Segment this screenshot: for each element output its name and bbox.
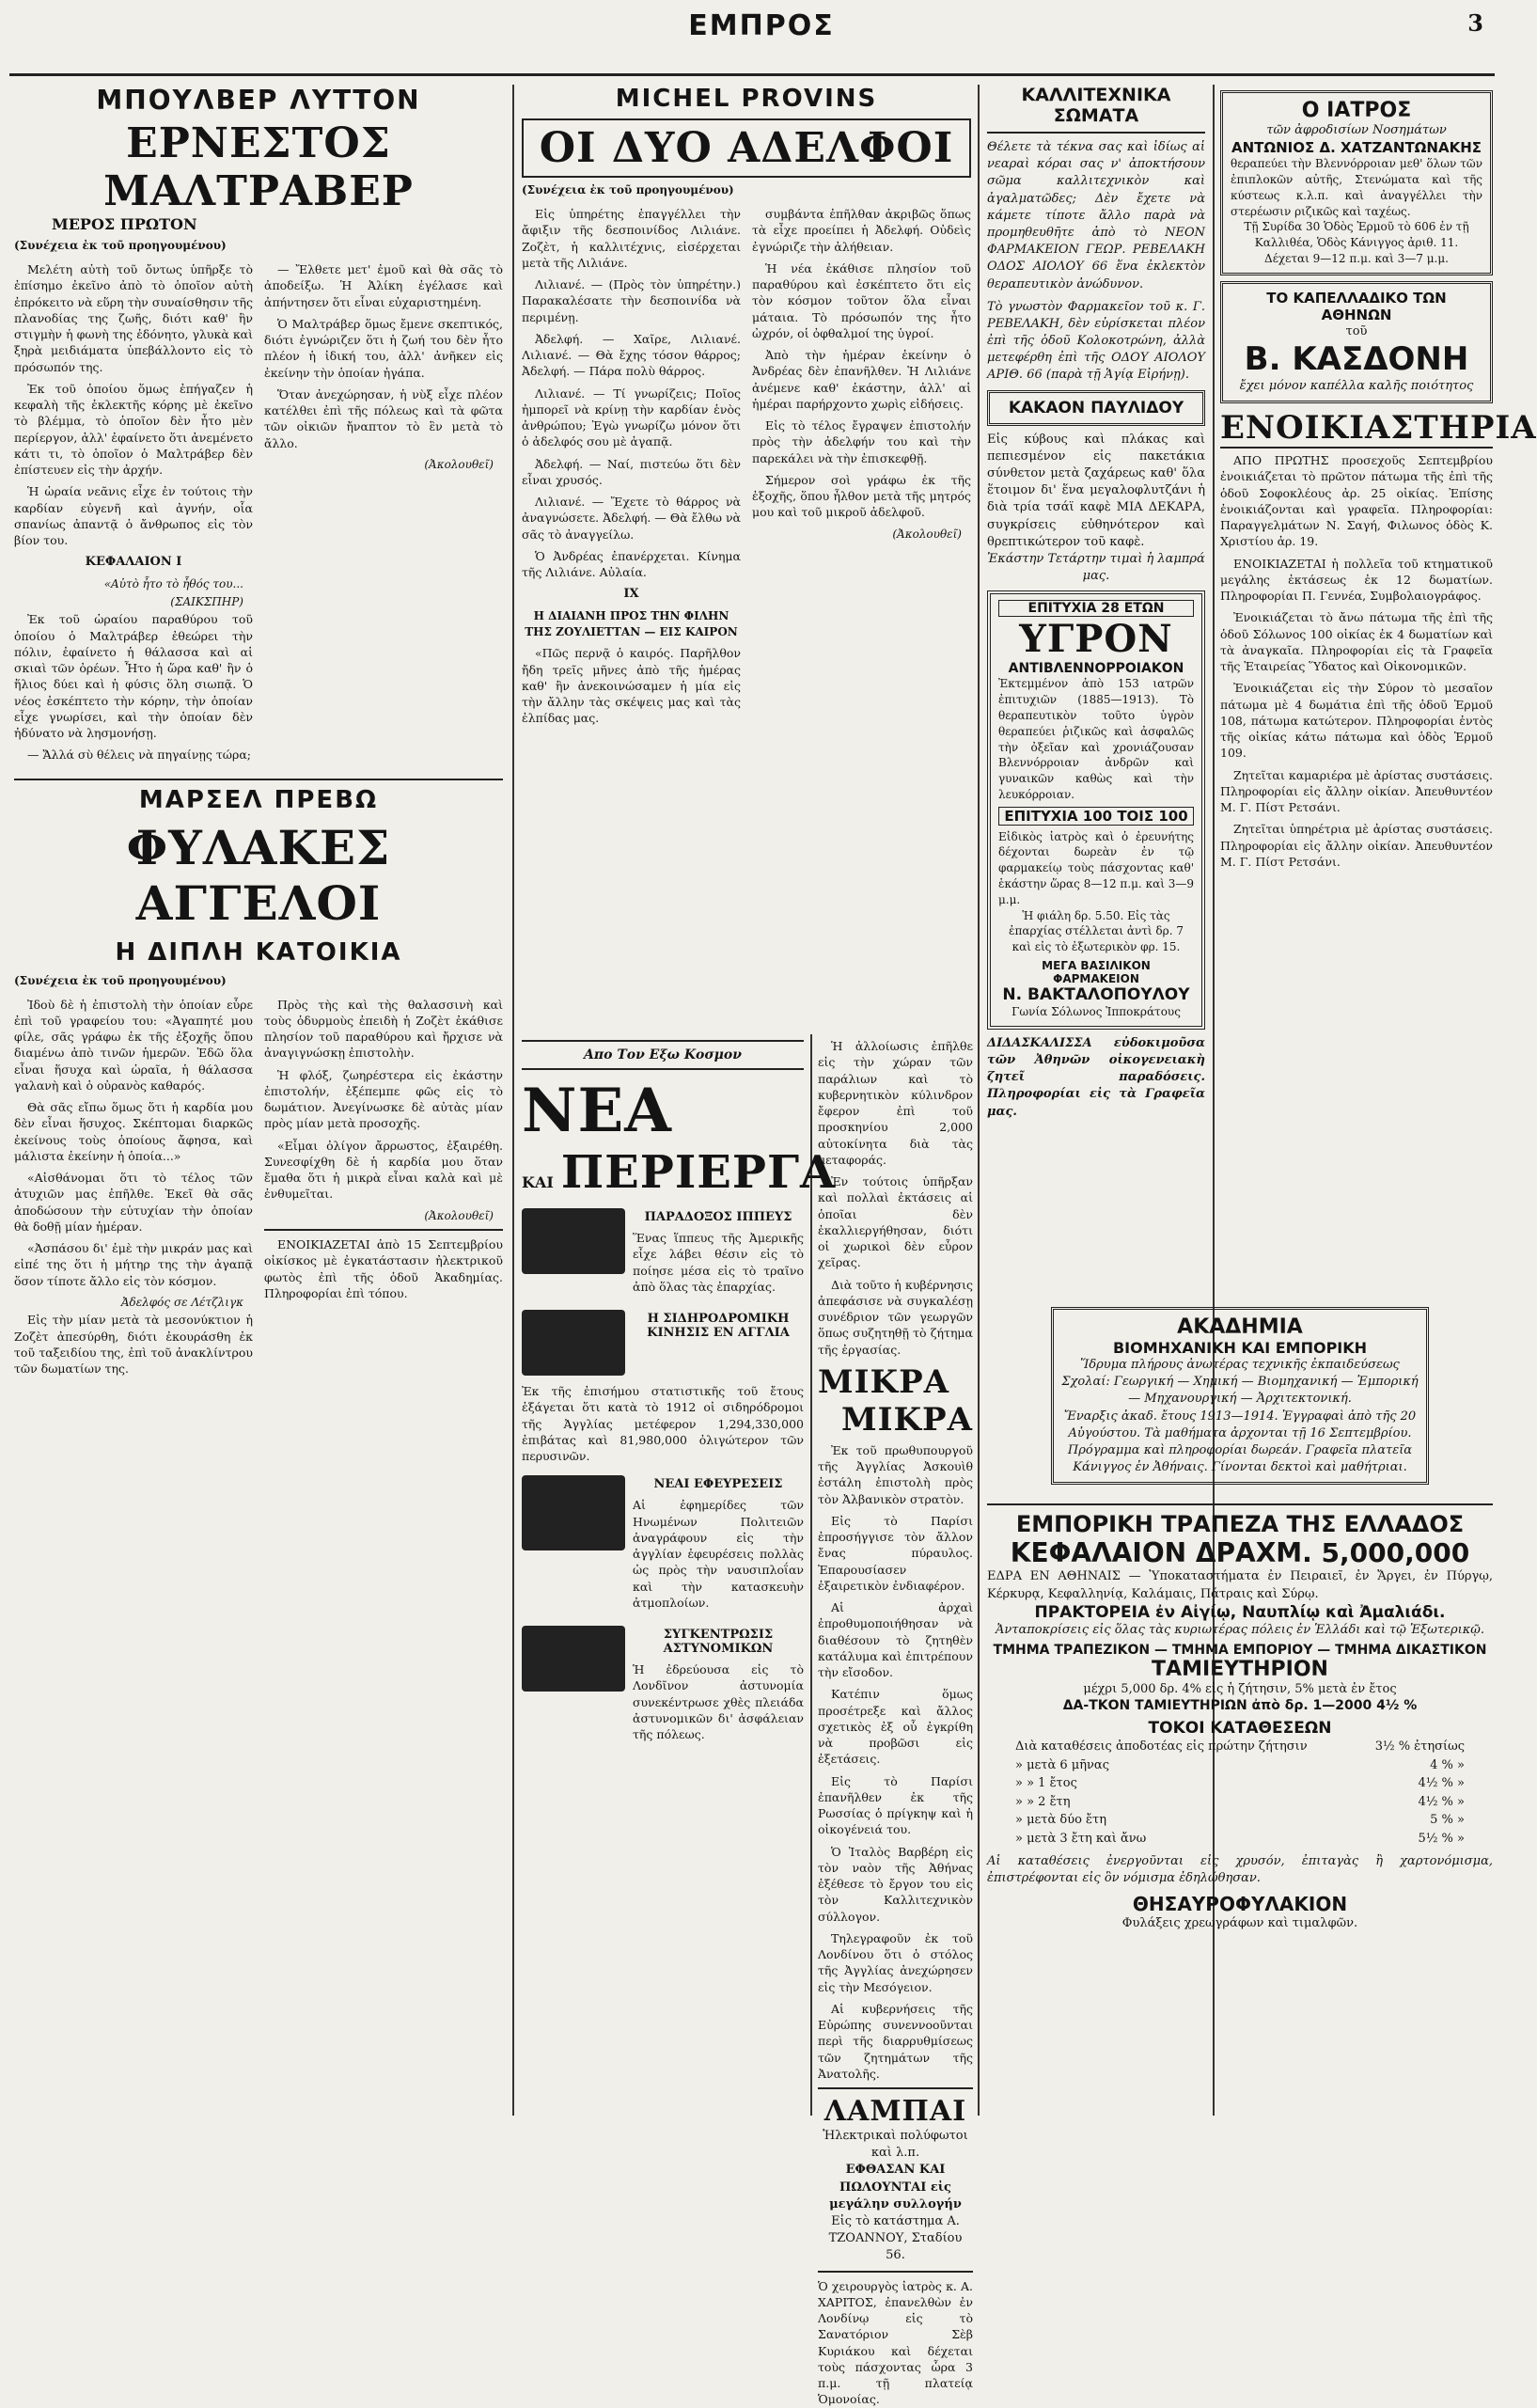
bank-rate-label: » μετὰ δύο ἔτη — [1015, 1813, 1107, 1828]
serial-column — [14, 85, 503, 2125]
bank-rate-row — [1015, 1738, 1465, 1756]
bank-rate-row — [1015, 1811, 1465, 1830]
paragraph: Ἐκ τοῦ ὡραίου παραθύρου τοῦ ὁποίου ὁ Μαλτράβερ ἐθεώρει τὴν πόλιν, ἐφαίνετο ἡ θάλασσα καὶ αἱ σκιαὶ τῶν ὀρέων. Ἦτο ἡ ὥρα καθ' ἣν ὁ ἥλιος δύει καὶ ἡ φύσις ὅλη σιωπᾷ. Ὁ νέος ἐσκέπτετο τὴν κόρην, τὴν ὁποίαν εἶχε γνωρίσει, καὶ τὴν ὁποίαν δὲν ἠδύνατο νὰ λησμονήσῃ. — [14, 612, 253, 741]
rental-ad: Ζητεῖται καμαριέρα μὲ ἀρίστας συστάσεις. Πληροφορίαι εἰς ἄλλην οἰκίαν. Ἀπευθυντέον Μ. Γ. Πίστ Ρετσάνι. — [1220, 767, 1493, 815]
news-title: ΝΕΑ — [522, 1076, 672, 1146]
news-item: Κατέπιν ὅμως προσέτρεξε καὶ ἄλλος σχετικὸς ἐξ οὗ ἐγκρίθη νὰ προβῶσι εἰς ἐξετάσεις. — [818, 1687, 973, 1767]
paragraph: Εἰς τὸ τέλος ἔγραψεν ἐπιστολήν πρὸς τὴν ἀδελφήν του καὶ τὴν παρεκάλει νὰ τὴν ἐπισκεφθῇ. — [752, 418, 971, 465]
academy-text: Ἔναρξις ἀκαδ. ἔτους 1913—1914. Ἐγγραφαὶ ἀπὸ τῆς 20 Αὐγούστου. Τὰ μαθήματα ἀρχονται τῇ 16 Σεπτεμβρίου. — [1063, 1409, 1417, 1440]
serial2-continuation: (Συνέχεια ἐκ τοῦ προηγουμένου) — [14, 973, 227, 987]
ad-text: Θέλετε τὰ τέκνα σας καὶ ἰδίως αἱ νεαραὶ κόραι σας ν' ἀποκτήσουν σῶμα καλλιτεχνικὸν καὶ ἀγαλματῶδες; Δὲν ἔχετε νὰ κάμετε τίποτε ἄλλο παρὰ νὰ προμηθευθῆτε ἀπὸ τὸ ΝΕΟΝ ΦΑΡΜΑΚΕΙΟΝ ΓΕΩΡ. ΡΕΒΕΛΑΚΗ ΟΔΟΣ ΑΙΟΛΟΥ 66 ἕνα ἐκλεκτὸν θεραπευτικὸν ἀνώδυνον. — [987, 140, 1205, 291]
divider — [987, 132, 1205, 134]
paragraph: Ὁ Ἀνδρέας ἐπανέρχεται. Κίνημα τῆς Λιλιάνε. Αὐλαία. — [522, 548, 741, 579]
paragraph: Λιλιανέ. — Τί γνωρίζεις; Ποῖος ἠμπορεῖ νὰ κρίνῃ τὴν καρδίαν ἑνὸς ἀνθρώπου; Ἐγὼ γνωρίζω μόνον ὅτι ὁ ἀδελφός σου μὲ ἀγαπᾷ. — [522, 386, 741, 449]
bank-accounts: ΔΑ-ΤΚΟΝ ΤΑΜΙΕΥΤΗΡΙΩΝ ἀπὸ δρ. 1—2000 4½ % — [1062, 1698, 1418, 1714]
bank-rate-label: » μετὰ 3 ἔτη καὶ ἄνω — [1015, 1831, 1147, 1846]
bank-rate-value: 4½ % » — [1418, 1794, 1465, 1809]
ad-text: Τὸ γνωστὸν Φαρμακεῖον τοῦ κ. Γ. ΡΕΒΕΛΑΚΗ, δὲν εὑρίσκεται πλέον ἐπὶ τῆς ὁδοῦ Κολοκοτρώνη, ἀλλὰ μετεφέρθη ἐπὶ τῆς ΟΔΟΥ ΑΙΟΛΟΥ ΑΡΙΘ. 66 (παρὰ τῇ Ἁγίᾳ Εἰρήνῃ). — [987, 299, 1205, 383]
news-item: Τηλεγραφοῦν ἐκ τοῦ Λονδίνου ὅτι ὁ στόλος τῆς Ἀγγλίας ἀνεχώρησεν εἰς τὴν Μεσόγειον. — [818, 1930, 973, 1994]
doctor-ad-text: θεραπεύει τὴν Βλεννόρροιαν μεθ' ὅλων τῶν ἐπιπλοκῶν αὐτῆς, Στενώματα καὶ τῆς κύστεως κ.λ.π. καὶ ἀναγγέλλει τὴν στερέωσιν ριζικῶς καὶ ταχέως. — [1231, 157, 1482, 218]
bank-rate-value: 5 % » — [1430, 1813, 1465, 1828]
ad-footer: ΜΕΓΑ ΒΑΣΙΛΙΚΟΝ ΦΑΡΜΑΚΕΙΟΝ — [1042, 959, 1151, 986]
paragraph: Σήμερον σοὶ γράφω ἐκ τῆς ἐξοχῆς, ὅπου ἦλθον μετὰ τῆς μητρός μου καὶ τοῦ μικροῦ ἀδελφοῦ. — [752, 472, 971, 520]
paragraph: — Ἔλθετε μετ' ἐμοῦ καὶ θὰ σᾶς τὸ ἀποδείξω. Ἡ Ἀλίκη ἐγέλασε καὶ ἀπήντησεν ὅτι εἶναι εὐχαριστημένη. — [264, 262, 503, 309]
bank-rate-row — [1015, 1830, 1465, 1849]
serial2-subtitle: Η ΔΙΠΛΗ ΚΑΤΟΙΚΙΑ — [115, 937, 402, 967]
paragraph: Ἀδελφή. — Ναί, πιστεύω ὅτι δὲν εἶναι χρυσός. — [522, 456, 741, 487]
play-column — [522, 85, 971, 1025]
rental-ad: ΕΝΟΙΚΙΑΖΕΤΑΙ ἡ πολλεῖα τοῦ κτηματικοῦ μεγάλης ἐκτάσεως ἐκ 12 δωματίων. Πληροφορίαι Π. Γεννέα, Συμβολαιογράφος. — [1220, 556, 1493, 604]
paragraph: Εἰς ὑπηρέτης ἐπαγγέλλει τὴν ἄφιξιν τῆς δεσποινίδος Λιλιάνε. Ζοζὲτ, ἡ καλλιτέχνις, εἰσέρχεται μετὰ τῆς Λιλιάνε. — [522, 207, 741, 270]
ad-address: Γωνία Σόλωνος Ἱπποκράτους — [1012, 1005, 1181, 1019]
bank-seat: ΕΔΡΑ ΕΝ ΑΘΗΝΑΙΣ — Ὑποκαταστήματα ἐν Πειραιεῖ, ἐν Ἄργει, ἐν Πύργῳ, Κέρκυρᾳ, Κεφαλληνίᾳ, Καλάμαις, Πάτραις καὶ Σύρῳ. — [987, 1569, 1493, 1601]
paragraph: Ἡ ἀλλοίωσις ἐπῆλθε εἰς τὴν χώραν τῶν παράλιων καὶ τὸ κυβερνητικὸν κύλινδρον ἔφερον ἐπὶ τοῦ προσκηνίου 2,000 αὐτοκίνητα διὰ τὰς μεταφοράς. — [818, 1039, 973, 1167]
ad-text: Εἰς κύβους καὶ πλάκας καὶ πεπιεσμένον εἰς πακετάκια σύνθετον μετὰ ζαχάρεως καθ' ὅλα ἕτοιμον δι' ἕνα μεγαλοφλυτζάνι ἡ διὰ τρία τσάϊ καφὲ ΜΙΑ ΔΕΚΑΡΑ, συγκρίσεις εὐθηνότερον καὶ θρεπτικώτερον τοῦ καφὲ. — [987, 432, 1205, 549]
ad-title: ΚΑΛΛΙΤΕΧΝΙΚΑ ΣΩΜΑΤΑ — [1021, 85, 1171, 126]
news-text: Ἡ ἐδρεύουσα εἰς τὸ Λονδῖνον ἀστυνομία συνεκέντρωσε χθὲς πλειάδα ἀστυνομικῶν δι' ἀσφάλειαν τῆς πόλεως. — [633, 1662, 804, 1741]
ad-price: Ἡ φιάλη δρ. 5.50. Εἰς τὰς ἐπαρχίας στέλλεται ἀντὶ δρ. 7 καὶ εἰς τὸ ἐξωτερικὸν φρ. 15. — [1009, 908, 1184, 954]
news-item: Ἐκ τοῦ πρωθυπουργοῦ τῆς Ἀγγλίας Ἀσκουὶθ ἐστάλη ἐπιστολὴ πρὸς τὸν Ἀλβανικὸν στρατὸν. — [818, 1442, 973, 1506]
lamps-ad-text: ΕΦΘΑΣΑΝ ΚΑΙ ΠΩΛΟΥΝΤΑΙ εἰς μεγάλην συλλογήν — [829, 2163, 962, 2211]
ad-banner: ΕΠΙΤΥΧΙΑ 28 ΕΤΩΝ — [998, 600, 1194, 617]
paragraph: Ὅταν ἀνεχώρησαν, ἡ νὺξ εἶχε πλέον κατέλθει ἐπὶ τῆς πόλεως καὶ τὰ φῶτα τῶν οἰκιῶν ἤναπτον τὸ ἓν μετὰ τὸ ἄλλο. — [264, 386, 503, 450]
animal-illustration — [522, 1310, 625, 1376]
academy-text: Ἵδρυμα πλήρους ἀνωτέρας τεχνικῆς ἐκπαιδεύσεως — [1080, 1358, 1400, 1372]
news-title-conjunction: ΚΑΙ — [522, 1173, 554, 1191]
paragraph: Λιλιανέ. — (Πρὸς τὸν ὑπηρέτην.) Παρακαλέσατε τὴν δεσποινίδα νὰ περιμένῃ. — [522, 277, 741, 324]
bank-savings-note: μέχρι 5,000 δρ. 4% εἰς ἡ ζήτησιν, 5% μετὰ ἐν ἔτος — [1083, 1681, 1397, 1696]
to-be-continued: (Ἀκολουθεῖ) — [892, 527, 962, 541]
paragraph: Ἡ φλόξ, ζωηρέστερα εἰς ἐκάστην ἐπιστολήν, ἐξέπεμπε φῶς εἰς τὸ δωμάτιον. Ἀνεγίνωσκε δὲ αὐτὰς μίαν πρὸς μίαν μετὰ προσοχῆς. — [264, 1067, 503, 1131]
bank-correspondents: Ἀνταποκρίσεις εἰς ὅλας τὰς κυριωτέρας πόλεις ἐν Ἑλλάδι καὶ τῷ Ἐξωτερικῷ. — [996, 1622, 1484, 1637]
to-be-continued: (Ἀκολουθεῖ) — [424, 457, 494, 471]
play-text-right — [752, 206, 971, 732]
bank-capital: ΚΕΦΑΛΑΙΟΝ ΔΡΑΧΜ. 5,000,000 — [1010, 1537, 1470, 1569]
news-item: Εἰς τὸ Παρίσι ἐπανῆλθεν ἐκ τῆς Ρωσσίας ὁ πρίγκηψ καὶ ἡ οἰκογένειά του. — [818, 1773, 973, 1837]
lamps-ad-address: Εἰς τὸ κατάστημα Α. ΤΖΟΑΝΝΟΥ, Σταδίου 56. — [828, 2213, 963, 2263]
news-text: Ἕνας ἵππευς τῆς Ἀμερικῆς εἶχε λάβει θέσιν εἰς τὸ ποίησε μέσα εἰς τὸ τραῖνο ἀπὸ ὅλας τὰς ἐπαρχίας. — [633, 1231, 804, 1294]
serial-title: ΕΡΝΕΣΤΟΣ ΜΑΛΤΡΑΒΕΡ — [103, 119, 414, 215]
news-text: Ἐκ τῆς ἐπισήμου στατιστικῆς τοῦ ἔτους ἐξάγεται ὅτι κατὰ τὸ 1912 οἱ σιδηρόδρομοι τῆς Ἀγγλίας μετέφερον 1,294,330,000 ἐπιβάτας καὶ 81,980,000 ὀλιγώτερον τῶν περυσινῶν. — [522, 1384, 804, 1463]
paragraph: Ἐκ τοῦ ὁποίου ὅμως ἐπήγαζεν ἡ κεφαλὴ τῆς ἐκλεκτῆς κόρης μὲ ἐκεῖνο τὸ βλέμμα, τὸ ὁποῖον δὲν ἦτο μὲν περίεργον, ἀλλ' ἐφαίνετο ὅτι ἀνεμένετο κάτι τι, τὸ ὁποῖον ὁ Μαλτράβερ δὲν ἐπίστευεν εἰς τὴν ἀρχήν. — [14, 381, 253, 477]
serial-author: ΜΠΟΥΛΒΕΡ ΛΥΤΤΟΝ — [96, 85, 421, 116]
bank-title: ΕΜΠΟΡΙΚΗ ΤΡΑΠΕΖΑ ΤΗΣ ΕΛΛΑΔΟΣ — [1015, 1511, 1465, 1538]
hatshop-ad-text: ἔχει μόνον καπέλλα καλῆς ποιότητος — [1239, 378, 1474, 393]
mikra-items — [818, 1442, 973, 2082]
bank-rate-value: 3½ % ἐτησίως — [1374, 1739, 1465, 1755]
divider — [264, 1229, 503, 1231]
section-divider — [522, 1068, 804, 1070]
doctor-notice: Ὁ χειρουργὸς ἰατρὸς κ. Α. ΧΑΡΙΤΟΣ, ἐπανελθὼν ἐν Λονδίνῳ εἰς τὸ Σανατόριον Σὲβ Κυριάκου καὶ δέχεται τοὺς πάσχοντας ὧρα 3 π.μ. τῇ πλατείᾳ Ὁμονοίας. — [818, 2278, 973, 2407]
bank-savings: ΤΑΜΙΕΥΤΗΡΙΟΝ — [1152, 1657, 1328, 1681]
rental-ad: Ἐνοικιάζεται τὸ ἄνω πάτωμα τῆς ἐπὶ τῆς ὁδοῦ Σόλωνος 100 οἰκίας ἐκ 4 δωματίων καὶ τὰ ἀναγκαῖα. Πληροφορίαι εἰς τὰ Γραφεῖα τῆς Ἑταιρείας Ὕδατος καὶ Οἰκονομικῶν. — [1220, 610, 1493, 674]
classifieds-column — [1220, 85, 1537, 1025]
play-continuation: (Συνέχεια ἐκ τοῦ προηγουμένου) — [522, 183, 734, 197]
bank-rates-title: ΤΟΚΟΙ ΚΑΤΑΘΕΣΕΩΝ — [1148, 1719, 1332, 1739]
bank-rate-value: 4½ % » — [1418, 1776, 1465, 1791]
ad-product-sub: ΑΝΤΙΒΛΕΝΝΟΡΡΟΙΑΚΟΝ — [1008, 661, 1184, 677]
play-title: ΟΙ ΔΥΟ ΑΔΕΛΦΟΙ — [522, 118, 971, 178]
academy-title: ΑΚΑΔΗΜΙΑ — [1177, 1315, 1303, 1339]
ad-banner: ΕΠΙΤΥΧΙΑ 100 ΤΟΙΣ 100 — [998, 807, 1194, 826]
paragraph: Θὰ σᾶς εἴπω ὅμως ὅτι ἡ καρδία μου δὲν εἶναι ἥσυχος. Σκέπτομαι διαρκῶς ἐκείνους τοὺς ὁποίους ἄφησα, καὶ μάλιστα ἐκείνην ἡ ὁποία...» — [14, 1100, 253, 1163]
paragraph: «Ἀσπάσου δι' ἐμὲ τὴν μικράν μας καὶ εἰπέ της ὅτι ἡ μήτηρ της τὴν ἀγαπᾷ ὅσον τίποτε ἄλλο εἰς τὸν κόσμον. — [14, 1241, 253, 1288]
hatshop-ad-of: τοῦ — [1345, 323, 1368, 338]
serial-continuation: (Συνέχεια ἐκ τοῦ προηγουμένου) — [14, 239, 227, 252]
paragraph: «Πῶς περνᾷ ὁ καιρός. Παρῆλθον ἤδη τρεῖς μῆνες ἀπὸ τῆς ἡμέρας καθ' ἣν ἀνεκοινώσαμεν ἡ μία εἰς τὴν ἄλλην τὰς σκέψεις μας καὶ τὰς ἐλπίδας μας. — [522, 646, 741, 726]
ad-product-name: ΥΓΡΟΝ — [1019, 617, 1173, 662]
academy-text: Σχολαί: Γεωργική — Χημική — Βιομηχανική — Ἐμπορική — Μηχανουργική — Ἀρχιτεκτονική. — [1061, 1375, 1419, 1407]
bank-rate-label: » μετὰ 6 μῆνας — [1015, 1757, 1109, 1772]
news-headline: ΝΕΑΙ ΕΦΕΥΡΕΣΕΙΣ — [653, 1477, 783, 1492]
paragraph: Ἡ ὡραία νεᾶνις εἶχε ἐν τούτοις τὴν καρδίαν εὐγενῆ καὶ ἀγνήν, οἷα σπανίως ἀπαντᾷ ὁ ἄνθρωπος εἰς τὸν βίον του. — [14, 484, 253, 547]
page-number: 3 — [1467, 9, 1483, 37]
doctor-ad-sub: τῶν ἀφροδισίων Νοσημάτων — [1266, 123, 1447, 137]
rental-ad: Ἐνοικιάζεται εἰς τὴν Σύρον τὸ μεσαῖον πάτωμα μὲ 4 δωμάτια ἐπὶ τῆς ὁδοῦ Ἑρμοῦ 108, πάτωμα κατώτερον. Πληροφορίαι ἐντὸς τῆς οἰκίας κάτω πάτωμα καὶ ὁδὸς Ἑρμοῦ 109. — [1220, 681, 1493, 761]
paragraph: — Ἄλλά σὺ θέλεις νὰ πηγαίνῃς τώρα; — [27, 748, 251, 763]
teacher-notice: ΔΙΔΑΣΚΑΛΙΣΣΑ εὐδοκιμοῦσα τῶν Ἀθηνῶν οἰκογενειακὴ ζητεῖ παραδόσεις. Πληροφορίαι εἰς τὰ Γραφεῖα μας. — [987, 1035, 1205, 1119]
serial-text-right — [264, 261, 503, 769]
bank-rate-row — [1015, 1793, 1465, 1812]
column-divider — [512, 85, 514, 2116]
bank-rate-row — [1015, 1774, 1465, 1793]
rentals-heading: ΕΝΟΙΚΙΑΣΤΗΡΙΑ — [1220, 409, 1537, 448]
ad-pharmacy-name: Ν. ΒΑΚΤΑΛΟΠΟΥΛΟΥ — [1002, 985, 1190, 1005]
paragraph: «Αἰσθάνομαι ὅτι τὸ τέλος τῶν ἀτυχιῶν μας ἐπῆλθε. Ἐκεῖ θὰ σᾶς ἀποδώσουν τὴν εὐτυχίαν τὴν ὁποίαν θὰ δοθῇ μίαν ἡμέραν. — [14, 1171, 253, 1234]
paragraph: Πρὸς τὴς καὶ τὴς θαλασσινὴ καὶ τοὺς ὁδυρμοὺς ἐπειδὴ ἡ Ζοζὲτ ἐκάθισε πλησίον τοῦ παραθύρου καὶ ἤρχισε νὰ ἀναγιγνώσκῃ ἐπιστολὴν. — [264, 997, 503, 1061]
masthead — [9, 0, 1495, 76]
mikra-column — [818, 1034, 973, 2407]
bank-rate-value: 4 % » — [1430, 1757, 1465, 1772]
ad-text: Ἐκτεμμένον ἀπὸ 153 ιατρῶν ἐπιτυχιῶν (1885—1913). Τὸ θεραπευτικὸν τοῦτο ὑγρὸν θεραπεύει ῥιζικῶς καὶ ἀσφαλῶς τὴν ὀξεῖαν καὶ χρονιάζουσαν Βλεννόρροιαν ἀνδρῶν καὶ γυναικῶν καθὼς καὶ τὴν λευκόρροιαν. — [998, 677, 1194, 801]
play-text-left — [522, 206, 741, 732]
rental-ad: ΑΠΟ ΠΡΩΤΗΣ προσεχοῦς Σεπτεμβρίου ἐνοικιάζεται τὸ πρῶτον πάτωμα τῆς ἐπὶ τῆς ὁδοῦ Σοφοκλέους ἀρ. 25 οἰκίας. Ἐπίσης ἐνοικιάζονται καὶ γραφεῖα. Πληροφορίαι: Παραγγελμάτων Ν. Σαγή, Φιλωνος ὁδὸς Κ. Χριστίου ἀρ. 19. — [1220, 453, 1493, 549]
bank-rate-row — [1015, 1756, 1465, 1775]
paragraph: Μελέτη αὐτὴ τοῦ ὄντως ὑπῆρξε τὸ ἐπίσημο ἐκεῖνο ἀπὸ τὸ ὁποῖον αὐτὴ ἐπρόκειτο νὰ εὕρη τὴν συναίσθησιν τῆς πλανοδίας της ζωῆς, διότι καθ' ἣν στιγμὴν ἡ φωνὴ της ἐδόνητο, γλυκὰ καὶ ξηρὰ μειδιάματα ὑπεβάλλοντο εἰς τὸ πρόσωπόν της. — [14, 262, 253, 374]
ad-text: Εἰδικὸς ἰατρὸς καὶ ὁ ἐρευνήτης δέχονται δωρεὰν ἐν τῷ φαρμακείῳ τοὺς πάσχοντας καθ' ἑκάστην ὥρας 8—12 π.μ. καὶ 3—9 μ.μ. — [998, 829, 1194, 906]
news-item: Ὁ Ἰταλὸς Βαρβέρη εἰς τὸν ναὸν τῆς Ἀθήνας ἐξέθεσε τὸ ἔργον του εἰς τὸν Καλλιτεχνικὸν σύλλογον. — [818, 1844, 973, 1924]
dog-illustration — [522, 1208, 625, 1274]
section-label: Απο Τον Εξω Κοσμον — [584, 1047, 742, 1062]
bank-note: Αἱ καταθέσεις ἐνεργοῦνται εἰς χρυσόν, ἐπιταγὰς ἢ χαρτονόμισμα, ἐπιστρέφονται εἰς ὃν νόμισμα ἐδηλώθησαν. — [987, 1854, 1493, 1886]
lamps-ad-title: ΛΑΜΠΑΙ — [823, 2095, 967, 2128]
paragraph: Διὰ τοῦτο ἡ κυβέρνησις ἀπεφάσισε νὰ συγκαλέσῃ συνέδριον τῶν γεωργῶν ὅπως συζητηθῇ τὸ ζήτημα τῆς ἐργασίας. — [818, 1277, 973, 1357]
column-divider — [978, 85, 980, 2116]
doctor-name: ΑΝΤΩΝΙΟΣ Δ. ΧΑΤΖΑΝΤΩΝΑΚΗΣ — [1231, 139, 1482, 157]
chapter-heading: ΚΕΦΑΛΑΙΟΝ Ι — [85, 555, 182, 570]
mikra-title-repeat: ΜΙΚΡΑ — [840, 1400, 973, 1439]
letter-signature: Ἀδελφός σε Λέτζλιγκ — [120, 1295, 243, 1309]
news-text: Αἱ ἐφημερίδες τῶν Ηνωμένων Πολιτειῶν ἀναγράφουν εἰς τὴν ἀγγλίαν ἐφευρέσεις πολλὰς ὡς πρὸς τὴν ναυσιπλοΐαν καὶ τὴν κατασκευὴν ἀτμοπλοίων. — [633, 1498, 804, 1610]
lamps-ad-text: Ἠλεκτρικαὶ πολύφωτοι καὶ λ.π. — [823, 2129, 968, 2161]
paragraph: Ἐν τούτοις ὑπῆρξαν καὶ πολλαὶ ἐκτάσεις αἱ ὁποῖαι δὲν ἐκαλλιεργήθησαν, διότι οἱ χωρικοὶ δὲν εὗρον χεῖρας. — [818, 1174, 973, 1270]
ad-text: Ἐκάστην Τετάρτην τιμαὶ ἡ λαμπρά μας. — [987, 551, 1205, 584]
paragraph: Ἰδοὺ δὲ ἡ ἐπιστολὴ τὴν ὁποίαν εὗρε ἐπὶ τοῦ γραφείου του: «Ἀγαπητέ μου φίλε, σᾶς γράφω ἐκ τῆς ἐξοχῆς ὅπου διαμένω ἀπὸ τινῶν ἡμερῶν. Ἐδῶ ὅλα εἶναι ἥσυχα καὶ ὡραῖα, ἡ θάλασσα γαλανὴ καὶ ὁ οὐρανὸς καθαρός. — [14, 997, 253, 1093]
divider — [818, 2271, 973, 2273]
ads-column — [987, 85, 1205, 1119]
news-headline: ΣΥΓΚΕΝΤΡΩΣΙΣ ΑΣΤΥΝΟΜΙΚΩΝ — [663, 1628, 774, 1656]
news-column — [522, 1034, 837, 2125]
newspaper-name: ΕΜΠΡΟΣ — [688, 9, 835, 42]
section-divider — [14, 779, 503, 780]
hatshop-name: Β. ΚΑΣΔΟΝΗ — [1244, 339, 1469, 378]
chapter-number: IX — [623, 587, 639, 602]
divider — [818, 2087, 973, 2089]
bank-rate-label: Διὰ καταθέσεις ἀποδοτέας εἰς πρώτην ζήτησιν — [1015, 1739, 1308, 1755]
serial2-author: ΜΑΡΣΕΛ ΠΡΕΒΩ — [138, 785, 379, 814]
bank-rates-table — [987, 1738, 1493, 1848]
police-illustration — [522, 1626, 625, 1692]
news-item: Αἱ κυβερνήσεις τῆς Εὐρώπης συνεννοοῦνται περὶ τῆς διαρρυθμίσεως τῶν ζητημάτων τῆς Ἀνατολῆς. — [818, 2001, 973, 2081]
news-item: Εἰς τὸ Παρίσι ἐπροσήγγισε τὸν ἄλλον ἔνας πύραυλος. Ἐπαρουσίασεν ἐξαιρετικὸν ἐνδιαφέρον. — [818, 1513, 973, 1593]
paragraph: «Εἶμαι ὀλίγον ἄρρωστος, ἐξαιρέθη. Συνεσφίχθη δὲ ἡ καρδία μου ὅταν ἔμαθα ὅτι ἡ μικρὰ εἶναι καλὰ καὶ μὲ ἐνθυμεῖται. — [264, 1138, 503, 1202]
epigraph-source: (ΣΑΙΚΣΠΗΡ) — [170, 594, 243, 608]
rentals-list — [1220, 452, 1493, 870]
academy-text: Πρόγραμμα καὶ πληροφορίαι δωρεάν. Γραφεῖα πλατεῖα Κάνιγγος ἐν Ἀθήναις. Γίνονται δεκτοὶ καὶ μαθήτριαι. — [1067, 1442, 1413, 1475]
paragraph: Ὁ Μαλτράβερ ὅμως ἔμενε σκεπτικός, διότι ἐγνώριζεν ὅτι ἡ ζωή του δὲν ἦτο πλέον ἡ ἰδική του, ἀλλ' ἀνῆκεν εἰς ἐκείνην τὴν ὁποίαν ἠγάπα. — [264, 316, 503, 380]
rental-notice: ΕΝΟΙΚΙΑΖΕΤΑΙ ἀπὸ 15 Σεπτεμβρίου οἰκίσκος μὲ ἐγκατάστασιν ἠλεκτρικοῦ φωτὸς ἐπὶ τῆς ὁδοῦ Ἀκαδημίας. Πληροφορίαι ἐπὶ τόπου. — [264, 1237, 503, 1300]
serial-part: ΜΕΡΟΣ ΠΡΩΤΟΝ — [52, 215, 197, 233]
news-headline: ΠΑΡΑΔΟΞΟΣ ΙΠΠΕΥΣ — [644, 1210, 792, 1224]
to-be-continued: (Ἀκολουθεῖ) — [424, 1208, 494, 1222]
paragraph: Ἡ νέα ἐκάθισε πλησίον τοῦ παραθύρου καὶ ἐσκέπτετο ὅτι εἰς τὸν κόσμον τοῦτον ὅλα εἶναι μάταια. Τὸ πρόσωπόν της ἦτο ὠχρόν, οἱ ὀφθαλμοί της ὑγροί. — [752, 260, 971, 340]
doctor-address: Τῇ Συρίδα 30 Ὁδὸς Ἐρμοῦ τὸ 606 ἐν τῇ Καλλιθέα, Ὁδὸς Κάνιγγος ἀριθ. 11. Δέχεται 9—12 π.μ. καὶ 3—7 μ.μ. — [1244, 220, 1469, 265]
divider — [987, 1503, 1493, 1505]
serial2-title: ΦΥΛΑΚΕΣ ΑΓΓΕΛΟΙ — [126, 819, 391, 931]
bank-agencies: ΠΡΑΚΤΟΡΕΙΑ ἐν Αἰγίῳ, Ναυπλίῳ καὶ Ἀμαλιάδι. — [1034, 1602, 1446, 1622]
rental-ad: Ζητεῖται ὑπηρέτρια μὲ ἀρίστας συστάσεις. Πληροφορίαι εἰς ἄλλην οἰκίαν. Ἀπευθυντέον Μ. Γ. Πίστ Ρετσάνι. — [1220, 822, 1493, 869]
bank-vault-text: Φυλάξεις χρεωγράφων καὶ τιμαλφῶν. — [1121, 1916, 1358, 1931]
news-subtitle: ΠΕΡΙΕΡΓΑ — [560, 1146, 837, 1199]
play-author: MICHEL PROVINS — [615, 85, 878, 113]
section-divider — [522, 1040, 804, 1042]
paragraph: Ἀδελφή. — Χαῖρε, Λιλιανέ. Λιλιανέ. — Θὰ ἔχης τόσον θάρρος; Ἀδελφή. — Πάρα πολὺ θάρρος. — [522, 331, 741, 379]
serial-text-left — [14, 261, 253, 769]
paragraph: συμβάντα ἐπῆλθαν ἀκριβῶς ὅπως τὰ εἶχε προείπει ἡ Ἀδελφή. Οὐδεὶς ἐγνώριζε τὴν ἀλήθειαν. — [752, 207, 971, 254]
epigraph: «Αὐτὸ ἦτο τὸ ἦθός του... — [103, 577, 243, 591]
mikra-title: ΜΙΚΡΑ — [818, 1362, 950, 1401]
doctor-ad-title: Ο ΙΑΤΡΟΣ — [1301, 99, 1412, 122]
serial2-text-right — [264, 997, 503, 1383]
institutions-block — [987, 1307, 1493, 2125]
ad-title: ΚΑΚΑΟΝ ΠΑΥΛΙΔΟΥ — [1008, 398, 1184, 417]
news-headline: Η ΣΙΔΗΡΟΔΡΟΜΙΚΗ ΚΙΝΗΣΙΣ ΕΝ ΑΓΓΛΙΑ — [647, 1312, 790, 1340]
academy-subtitle: ΒΙΟΜΗΧΑΝΙΚΗ ΚΑΙ ΕΜΠΟΡΙΚΗ — [1112, 1339, 1368, 1357]
paragraph: Ἀπὸ τὴν ἡμέραν ἐκείνην ὁ Ἀνδρέας δὲν ἐπανῆλθεν. Ἡ Λιλιάνε ἀνέμενε καθ' ἑκάστην, ἀλλ' αἱ ἡμέραι παρήρχοντο χωρὶς εἰδήσεις. — [752, 348, 971, 411]
bank-rate-value: 5½ % » — [1418, 1831, 1465, 1846]
swan-illustration — [522, 1475, 625, 1550]
bank-rate-label: » » 1 ἔτος — [1015, 1776, 1077, 1791]
chapter-title: Η ΔΙΑΙΑΝΗ ΠΡΟΣ ΤΗΝ ΦΙΛΗΝ ΤΗΣ ΖΟΥΛΙΕΤΤΑΝ — ΕΙΣ ΚΑΙΡΟΝ — [525, 609, 738, 638]
paragraph: Εἰς τὴν μίαν μετὰ τὰ μεσονύκτιον ἡ Ζοζὲτ ἀπεσύρθη, διότι ἐκουράσθη ἐκ τοῦ ταξειδίου της, ἐπὶ τοῦ ἀνακλίντρου τῶν δωματίων της. — [14, 1313, 253, 1377]
serial2-text-left — [14, 997, 253, 1383]
news-item: Αἱ ἀρχαὶ ἐπροθυμοποιήθησαν νὰ διαθέσουν τὸ ζητηθὲν κατάλυμα καὶ ἐπιτρέπουν τὴν εἴσοδον. — [818, 1600, 973, 1679]
bank-rate-label: » » 2 ἔτη — [1015, 1794, 1071, 1809]
bank-departments: ΤΜΗΜΑ ΤΡΑΠΕΖΙΚΟΝ — ΤΜΗΜΑ ΕΜΠΟΡΙΟΥ — ΤΜΗΜΑ ΔΙΚΑΣΤΙΚΟΝ — [993, 1642, 1487, 1658]
bank-vault: ΘΗΣΑΥΡΟΦΥΛΑΚΙΟΝ — [1132, 1893, 1348, 1916]
hatshop-ad-title: ΤΟ ΚΑΠΕΛΛΑΔΙΚΟ ΤΩΝ ΑΘΗΝΩΝ — [1266, 289, 1447, 323]
paragraph: Λιλιανέ. — Ἔχετε τὸ θάρρος νὰ ἀναγνώσετε. Ἀδελφή. — Θὰ ἔλθω νὰ σᾶς τὸ ἀναγγείλω. — [522, 495, 741, 542]
news-text — [818, 1038, 973, 1358]
